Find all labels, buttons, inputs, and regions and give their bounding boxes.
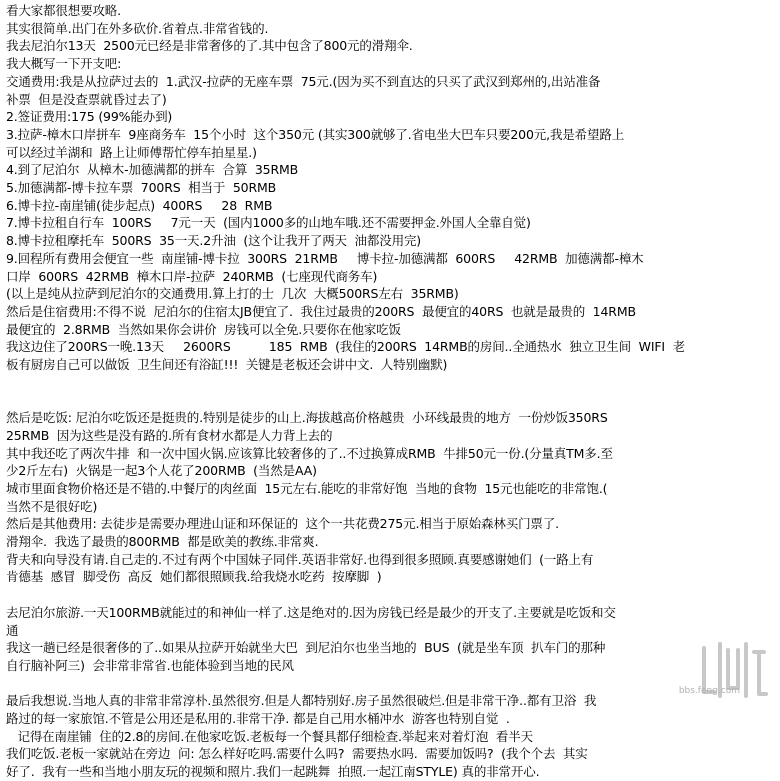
post-body [6,2,774,781]
post-line: 滑翔伞. 我选了最贵的800RMB 都是欧美的教练.非常爽. [6,534,319,550]
watermark-site: bbs.feng.com [678,686,740,696]
post-line: 3.拉萨-樟木口岸拼车 9座商务车 15个小时 这个350元 (其实300就够了.省电坐大巴车只要200元,我是希望路上 [6,126,625,142]
post-line: 肯德基 感冒 脚受伤 高反 她们都很照顾我.给我烧水吃药 按摩脚 ) [6,569,382,585]
post-line: 5.加德满都-博卡拉车票 700RS 相当于 50RMB [6,180,277,196]
post-line: 我去尼泊尔13天 2500元已经是非常奢侈的了.其中包含了800元的滑翔伞. [6,38,413,54]
post-line: 然后是吃饭: 尼泊尔吃饭还是挺贵的.特别是徒步的山上.海拔越高价格越贵 小环线最贵的地方 一份炒饭350RS [6,410,608,426]
post-line: 4.到了尼泊尔 从樟木-加德满都的拼车 合算 35RMB [6,162,299,178]
post-line: 2.签证费用:175 (99%能办到) [6,109,173,125]
post-line [6,391,774,409]
post-line: 我大概写一下开支吧: [6,56,122,72]
post-line: 补票 但是没查票就昏过去了) [6,91,167,107]
post-line: 我这一趟已经是很奢侈的了..如果从拉萨开始就坐大巴 到尼泊尔也坐当地的 BUS (就是坐车顶 扒车门的那种 [6,640,606,656]
post-line: 板有厨房自己可以做饭 卫生间还有浴缸!!! 关键是老板还会讲中文. 人特别幽默) [6,357,448,373]
post-line: 6.博卡拉-南崖铺(徒步起点) 400RS 28 RMB [6,197,273,213]
post-line: 9.回程所有费用会便宜一些 南崖铺-博卡拉 300RS 21RMB 博卡拉-加德满都 600RS 42RMB 加德满都-樟木 [6,250,644,266]
post-line: 8.博卡拉租摩托车 500RS 35一天.2升油 (这个让我开了两天 油都没用完) [6,233,422,249]
post-line: 口岸 600RS 42RMB 樟木口岸-拉萨 240RMB (七座现代商务车) [6,268,378,284]
post-line: 记得在南崖铺 住的2.8的房间.在他家吃饭.老板每一个餐具都仔细检查.举起来对着灯泡 看半天 [6,728,533,744]
post-line: 背夫和向导没有请.自己走的.不过有两个中国妹子同伴.英语非常好.也得到很多照顾.真要感谢她们 (一路上有 [6,551,594,567]
post-line: 最便宜的 2.8RMB 当然如果你会讲价 房钱可以全免.只要你在他家吃饭 [6,321,401,337]
post-line: 看大家都很想要攻略. [6,3,121,18]
post-line: 自行脑补阿三) 会非常非常省.也能体验到当地的民风 [6,657,294,673]
post-line: 通 [6,622,19,638]
post-line: 然后是其他费用: 去徒步是需要办理进山证和环保证的 这个一共花费275元.相当于原始森林买门票了. [6,516,559,532]
post-line: 可以经过羊湖和 路上让师傅帮忙停车拍星星.) [6,144,257,160]
post-line: 7.博卡拉租自行车 100RS 7元一天 (国内1000多的山地车哦.还不需要押金.外国人全靠自觉) [6,215,531,231]
post-line: 我这边住了200RS一晚.13天 2600RS 185 RMB (我住的200RS 14RMB的房间..全通热水 独立卫生间 WIFI 老 [6,339,685,355]
post-line [6,675,774,693]
post-line: 然后是住宿费用:不得不说 尼泊尔的住宿太JB便宜了. 我住过最贵的200RS 最便宜的40RS 也就是最贵的 14RMB [6,303,636,319]
post-line: 当然不是很好吃) [6,498,98,514]
post-line: 路过的每一家旅馆.不管是公用还是私用的.非常干净. 都是自己用水桶冲水 游客也特别自觉 . [6,711,510,727]
post-line: 其实很简单.出门在外多砍价.省着点.非常省钱的. [6,20,269,36]
post-line: 25RMB 因为这些是没有路的.所有食材水都是人力背上去的 [6,427,333,443]
post-line: 最后我想说.当地人真的非常非常淳朴.虽然很穷.但是人都特别好.房子虽然很破烂.但是非常干净..都有卫浴 我 [6,693,597,709]
post-line [6,586,774,604]
post-line: 好了. 我有一些和当地小朋友玩的视频和照片.我们一起跳舞 拍照.一起江南STYLE) 真的非常开心. [6,764,540,780]
post-line [6,374,774,392]
post-line: (以上是纯从拉萨到尼泊尔的交通费用.算上打的士 几次 大概500RS左右 35RMB) [6,286,459,302]
post-line: 交通费用:我是从拉萨过去的 1.武汉-拉萨的无座车票 75元.(因为买不到直达的只买了武汉到郑州的,出站准备 [6,73,601,89]
post-line: 去尼泊尔旅游.一天100RMB就能过的和神仙一样了.这是绝对的.因为房钱已经是最少的开支了.主要就是吃饭和交 [6,604,616,620]
post-line: 我们吃饭.老板一家就站在旁边 问: 怎么样好吃吗.需要什么吗? 需要热水吗. 需要加饭吗? (我个个去 其实 [6,746,588,762]
post-line: 少2斤左右) 火锅是一起3个人花了200RMB (当然是AA) [6,463,317,479]
post-line: 城市里面食物价格还是不错的.中餐厅的肉丝面 15元左右.能吃的非常好饱 当地的食物 15元也能吃的非常饱.( [6,480,608,496]
post-line: 其中我还吃了两次牛排 和一次中国火锅.应该算比较奢侈的了..不过换算成RMB 牛排50元一份.(分量真TM多.至 [6,445,613,461]
